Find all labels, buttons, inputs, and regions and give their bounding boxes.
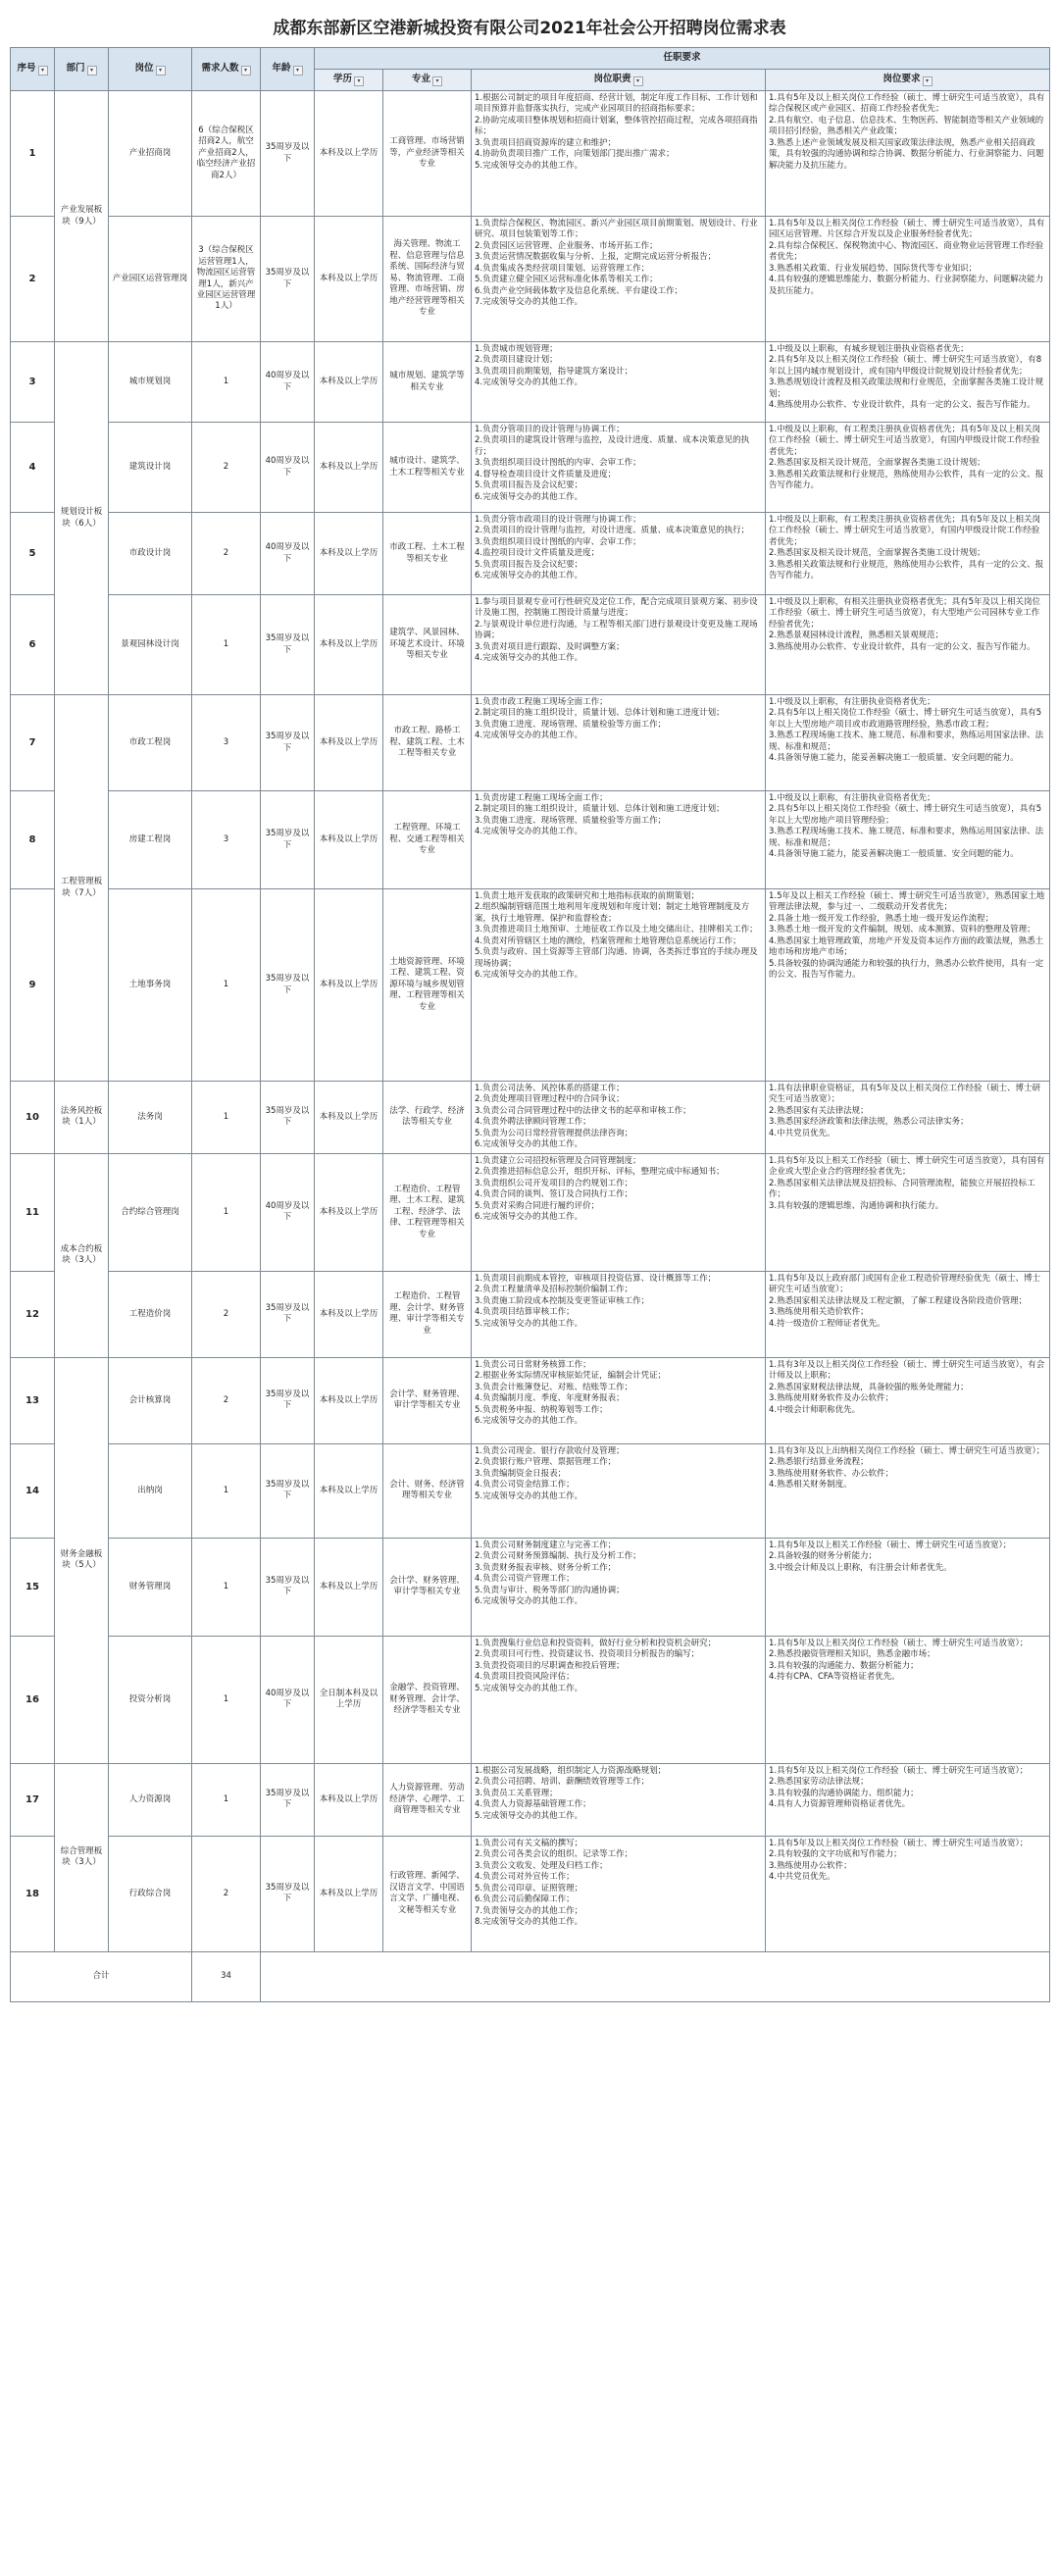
age-cell: 35周岁及以下 [261, 91, 315, 217]
dept-cell: 法务风控板块（1人） [55, 1082, 109, 1154]
major-cell: 人力资源管理、劳动经济学、心理学、工商管理等相关专业 [383, 1763, 472, 1836]
req-cell: 1.中级及以上职称，有注册执业资格者优先； 2.具有5年以上相关岗位工作经验（硕士、博士研究生可适当放宽），具有5年以上大型房地产项目或市政道路管理经验，熟悉市政工程； 3.熟悉工程现场施工技术、施工规范、标准和要求，熟练运用国家法律、法规、标准和规范； 4.具备领导施工能力，能妥善解决施工一般质量、安全问题的能力。 [766, 695, 1050, 791]
duty-cell: 1.负责公司有关文稿的撰写； 2.负责公司各类会议的组织、记录等工作； 3.负责公文收发、处理及归档工作； 4.负责公司对外宣传工作； 5.负责公司印章、证照管理； 6.负责公司后勤保障工作； 7.负责领导交办的其他工作； 8.完成领导交办的其他工作。 [472, 1836, 766, 1951]
edu-cell: 本科及以上学历 [315, 889, 383, 1082]
age-cell: 40周岁及以下 [261, 342, 315, 423]
major-cell: 工商管理、市场营销等，产业经济等相关专业 [383, 91, 472, 217]
table-row [11, 1763, 1050, 1836]
duty-cell: 1.参与项目景观专业可行性研究及定位工作，配合完成项目景观方案、初步设计及施工图，控制施工图设计质量与进度； 2.与景观设计单位进行沟通，与工程等相关部门进行景观设计变更及施工现场协调； 3.负责对项目进行跟踪、及时调整方案； 4.完成领导交办的其他工作。 [472, 595, 766, 695]
major-cell: 海关管理、物流工程、信息管理与信息系统、国际经济与贸易、物流管理、工商管理、市场营销、房地产经营管理等相关专业 [383, 217, 472, 342]
num-cell: 2 [192, 423, 261, 513]
major-cell: 市政工程、路桥工程、建筑工程、土木工程等相关专业 [383, 695, 472, 791]
header-age[interactable]: 年龄 ▾ [261, 48, 315, 91]
major-cell: 土地资源管理、环境工程、建筑工程、资源环境与城乡规划管理、工程管理等相关专业 [383, 889, 472, 1082]
post-cell: 土地事务岗 [109, 889, 192, 1082]
req-cell: 1.5年及以上相关工作经验（硕士、博士研究生可适当放宽），熟悉国家土地管理法律法规，参与过一、二级联动开发者优先； 2.具备土地一级开发工作经验，熟悉土地一级开发运作流程； 3.熟悉土地一级开发的文件编制，规划、成本测算、资料的整理及管理； 4.熟悉国家土地管理政策，房地产开发及资本运作方面的政策法规，熟悉土地市场和房地产市场； 5.具备较强的协调沟通能力和较强的执行力，熟悉办公软件使用，具有一定的公文、报告写作能力。 [766, 889, 1050, 1082]
filter-icon[interactable]: ▾ [241, 66, 251, 76]
duty-cell: 1.负责城市规划管理； 2.负责项目建设计划； 3.负责项目前期策划，指导建筑方案设计； 4.完成领导交办的其他工作。 [472, 342, 766, 423]
num-cell: 1 [192, 1636, 261, 1763]
dept-cell: 工程管理板块（7人） [55, 695, 109, 1082]
duty-cell: 1.负责项目前期成本管控，审核项目投资估算、设计概算等工作； 2.负责工程量清单及招标控制价编制工作； 3.负责施工阶段成本控制及变更签证审核工作； 4.负责项目结算审核工作； 5.完成领导交办的其他工作。 [472, 1271, 766, 1357]
num-cell: 1 [192, 1763, 261, 1836]
table-row [11, 889, 1050, 1082]
duty-cell: 1.负责市政工程施工现场全面工作； 2.制定项目的施工组织设计，质量计划、总体计划和施工进度计划； 3.负责施工进度、现场管理、质量检验等方面工作； 4.完成领导交办的其他工作。 [472, 695, 766, 791]
num-cell: 3 [192, 791, 261, 889]
req-cell: 1.具有3年及以上相关岗位工作经验（硕士、博士研究生可适当放宽），有会计师及以上职称； 2.熟悉国家财税法律法规，具备较强的账务处理能力； 3.熟练使用财务软件及办公软件； 4.中级会计师职称优先。 [766, 1357, 1050, 1443]
header-requirements: 任职要求 [315, 48, 1050, 70]
age-cell: 35周岁及以下 [261, 889, 315, 1082]
filter-icon[interactable]: ▾ [354, 76, 364, 86]
seq-cell: 4 [11, 423, 55, 513]
seq-cell: 13 [11, 1357, 55, 1443]
filter-icon[interactable]: ▾ [87, 66, 97, 76]
edu-cell: 本科及以上学历 [315, 342, 383, 423]
num-cell: 3 [192, 695, 261, 791]
seq-cell: 5 [11, 513, 55, 595]
table-row [11, 1538, 1050, 1636]
edu-cell: 本科及以上学历 [315, 91, 383, 217]
table-row [11, 1836, 1050, 1951]
duty-cell: 1.负责公司财务制度建立与完善工作； 2.负责公司财务预算编制、执行及分析工作； 3.负责财务报表审核、财务分析工作； 4.负责公司资产管理工作； 5.负责与审计、税务等部门的沟通协调； 6.完成领导交办的其他工作。 [472, 1538, 766, 1636]
header-seq[interactable]: 序号 ▾ [11, 48, 55, 91]
age-cell: 40周岁及以下 [261, 513, 315, 595]
header-dept[interactable]: 部门 ▾ [55, 48, 109, 91]
duty-cell: 1.根据公司发展战略，组织制定人力资源战略规划； 2.负责公司招聘、培训、薪酬绩效管理等工作； 3.负责员工关系管理； 4.负责人力资源基础管理工作； 5.完成领导交办的其他工作。 [472, 1763, 766, 1836]
seq-cell: 1 [11, 91, 55, 217]
edu-cell: 本科及以上学历 [315, 595, 383, 695]
req-cell: 1.中级及以上职称，有工程类注册执业资格者优先；具有5年及以上相关岗位工作经验（硕士、博士研究生可适当放宽），有国内甲级设计院工作经验者优先； 2.熟悉国家及相关设计规范，全面掌握各类施工设计规划； 3.熟悉相关政策法规和行业规范，熟练使用办公软件，具有一定的公文、报告写作能力。 [766, 513, 1050, 595]
major-cell: 城市规划、建筑学等相关专业 [383, 342, 472, 423]
major-cell: 工程管理、环境工程、交通工程等相关专业 [383, 791, 472, 889]
seq-cell: 15 [11, 1538, 55, 1636]
header-post[interactable]: 岗位 ▾ [109, 48, 192, 91]
edu-cell: 本科及以上学历 [315, 1082, 383, 1154]
table-row [11, 423, 1050, 513]
age-cell: 35周岁及以下 [261, 1836, 315, 1951]
table-row [11, 1271, 1050, 1357]
major-cell: 会计学、财务管理、审计学等相关专业 [383, 1357, 472, 1443]
seq-cell: 16 [11, 1636, 55, 1763]
filter-icon[interactable]: ▾ [633, 76, 643, 86]
table-row [11, 1636, 1050, 1763]
post-cell: 人力资源岗 [109, 1763, 192, 1836]
seq-cell: 17 [11, 1763, 55, 1836]
req-cell: 1.具有5年及以上相关工作经验（硕士、博士研究生可适当放宽），具有国有企业或大型企业合约管理经验者优先； 2.熟悉国家相关法律法规及招投标、合同管理流程，能独立开展招投标工作； 3.具有较强的逻辑思维、沟通协调和执行能力。 [766, 1153, 1050, 1271]
major-cell: 金融学、投资管理、财务管理、会计学、经济学等相关专业 [383, 1636, 472, 1763]
req-cell: 1.具有5年及以上相关工作经验（硕士、博士研究生可适当放宽）； 2.具备较强的财务分析能力； 3.中级会计师及以上职称，有注册会计师者优先。 [766, 1538, 1050, 1636]
req-cell: 1.中级及以上职称，有注册执业资格者优先； 2.具有5年以上相关岗位工作经验（硕士、博士研究生可适当放宽），具有5年以上大型房地产项目管理经验； 3.熟悉工程现场施工技术、施工规范、标准和要求，熟练运用国家法律、法规、标准和规范； 4.具备领导施工能力，能妥善解决施工一般质量、安全问题的能力。 [766, 791, 1050, 889]
seq-cell: 14 [11, 1443, 55, 1538]
table-row [11, 91, 1050, 217]
edu-cell: 本科及以上学历 [315, 1271, 383, 1357]
age-cell: 35周岁及以下 [261, 1082, 315, 1154]
post-cell: 行政综合岗 [109, 1836, 192, 1951]
total-empty [261, 1951, 1050, 2001]
dept-cell: 综合管理板块（3人） [55, 1763, 109, 1951]
post-cell: 房建工程岗 [109, 791, 192, 889]
post-cell: 法务岗 [109, 1082, 192, 1154]
post-cell: 合约综合管理岗 [109, 1153, 192, 1271]
edu-cell: 本科及以上学历 [315, 695, 383, 791]
num-cell: 2 [192, 1836, 261, 1951]
post-cell: 市政工程岗 [109, 695, 192, 791]
dept-cell: 财务金融板块（5人） [55, 1357, 109, 1763]
edu-cell: 本科及以上学历 [315, 513, 383, 595]
total-label: 合计 [11, 1951, 192, 2001]
num-cell: 1 [192, 1153, 261, 1271]
post-cell: 城市规划岗 [109, 342, 192, 423]
duty-cell: 1.负责公司法务、风控体系的搭建工作； 2.负责处理项目管理过程中的合同争议； 3.负责公司合同管理过程中的法律文书的起草和审核工作； 4.负责外聘法律顾问管理工作； 5.负责为公司日常经营管理提供法律咨询； 6.完成领导交办的其他工作。 [472, 1082, 766, 1154]
total-value: 34 [192, 1951, 261, 2001]
post-cell: 工程造价岗 [109, 1271, 192, 1357]
post-cell: 市政设计岗 [109, 513, 192, 595]
req-cell: 1.具有3年及以上出纳相关岗位工作经验（硕士、博士研究生可适当放宽）； 2.熟悉银行结算业务流程； 3.熟练使用财务软件、办公软件； 4.熟悉相关财务制度。 [766, 1443, 1050, 1538]
table-row [11, 1082, 1050, 1154]
table-row [11, 217, 1050, 342]
edu-cell: 本科及以上学历 [315, 1443, 383, 1538]
num-cell: 1 [192, 1082, 261, 1154]
num-cell: 2 [192, 1271, 261, 1357]
duty-cell: 1.负责公司现金、银行存款收付及管理； 2.负责银行账户管理、票据管理工作； 3.负责编制资金日报表； 4.负责公司资金结算工作； 5.完成领导交办的其他工作。 [472, 1443, 766, 1538]
post-cell: 建筑设计岗 [109, 423, 192, 513]
edu-cell: 本科及以上学历 [315, 217, 383, 342]
req-cell: 1.具有5年及以上相关岗位工作经验（硕士、博士研究生可适当放宽）； 2.熟悉投融资管理相关知识，熟悉金融市场； 3.具有较强的沟通能力、数据分析能力； 4.持有CPA、CFA等资格证者优先。 [766, 1636, 1050, 1763]
major-cell: 会计学、财务管理、审计学等相关专业 [383, 1538, 472, 1636]
seq-cell: 9 [11, 889, 55, 1082]
age-cell: 35周岁及以下 [261, 217, 315, 342]
post-cell: 财务管理岗 [109, 1538, 192, 1636]
req-cell: 1.中级及以上职称，有相关注册执业资格者优先；具有5年及以上相关岗位工作经验（硕士、博士研究生可适当放宽），有大型地产公司园林专业工作经验者优先； 2.熟悉景观园林设计流程，熟悉相关景观规范； 3.熟练使用办公软件、专业设计软件，具有一定的公文、报告写作能力。 [766, 595, 1050, 695]
filter-icon[interactable]: ▾ [923, 76, 933, 86]
age-cell: 35周岁及以下 [261, 1271, 315, 1357]
req-cell: 1.具有法律职业资格证，具有5年及以上相关岗位工作经验（硕士、博士研究生可适当放宽）； 2.熟悉国家有关法律法规； 3.熟悉国家经济政策和法律法规，熟悉公司法律实务； 4.中共党员优先。 [766, 1082, 1050, 1154]
seq-cell: 11 [11, 1153, 55, 1271]
table-row [11, 1443, 1050, 1538]
age-cell: 35周岁及以下 [261, 791, 315, 889]
post-cell: 产业招商岗 [109, 91, 192, 217]
req-cell: 1.具有5年及以上相关岗位工作经验（硕士、博士研究生可适当放宽），具有园区运营管理、片区综合开发以及企业服务经验者优先； 2.具有综合保税区、保税物流中心、物流园区、商业物业运营管理工作经验者优先； 3.熟悉相关政策、行业发展趋势、国际货代等专业知识； 4.具有较强的逻辑思维能力、数据分析能力、行业洞察能力、问题解决能力及抗压能力。 [766, 217, 1050, 342]
dept-cell: 成本合约板块（3人） [55, 1153, 109, 1357]
seq-cell: 7 [11, 695, 55, 791]
edu-cell: 本科及以上学历 [315, 423, 383, 513]
table-row [11, 1357, 1050, 1443]
req-cell: 1.中级及以上职称，有工程类注册执业资格者优先；具有5年及以上相关岗位工作经验（硕士、博士研究生可适当放宽），有国内甲级设计院工作经验者优先； 2.熟悉国家及相关设计规范，全面掌握各类施工设计规划； 3.熟悉相关政策法规和行业规范，熟练使用办公软件，具有一定的公文、报告写作能力。 [766, 423, 1050, 513]
age-cell: 40周岁及以下 [261, 1636, 315, 1763]
edu-cell: 本科及以上学历 [315, 1538, 383, 1636]
filter-icon[interactable]: ▾ [38, 66, 48, 76]
seq-cell: 6 [11, 595, 55, 695]
major-cell: 建筑学、风景园林、环境艺术设计、环境等相关专业 [383, 595, 472, 695]
duty-cell: 1.负责分管市政项目的设计管理与协调工作； 2.负责项目的设计管理与监控，对设计进度、质量、成本决策意见的执行； 3.负责组织项目设计图纸的内审、会审工作； 4.监控项目设计文件质量及进度； 5.负责项目报告及会议纪要； 6.完成领导交办的其他工作。 [472, 513, 766, 595]
seq-cell: 10 [11, 1082, 55, 1154]
major-cell: 会计、财务、经济管理等相关专业 [383, 1443, 472, 1538]
edu-cell: 本科及以上学历 [315, 1153, 383, 1271]
table-row [11, 791, 1050, 889]
major-cell: 城市设计、建筑学、土木工程等相关专业 [383, 423, 472, 513]
dept-cell: 规划设计板块（6人） [55, 342, 109, 695]
duty-cell: 1.负责搜集行业信息和投资资料，做好行业分析和投资机会研究； 2.负责项目可行性、投资建议书、投资项目分析报告的编写； 3.负责投资项目的尽职调查和投后管理； 4.负责项目投资风险评估； 5.完成领导交办的其他工作。 [472, 1636, 766, 1763]
filter-icon[interactable]: ▾ [432, 76, 442, 86]
seq-cell: 18 [11, 1836, 55, 1951]
filter-icon[interactable]: ▾ [293, 66, 303, 76]
age-cell: 35周岁及以下 [261, 595, 315, 695]
table-row [11, 1153, 1050, 1271]
duty-cell: 1.负责分管项目的设计管理与协调工作； 2.负责项目的建筑设计管理与监控，及设计进度、质量、成本决策意见的执行； 3.负责组织项目设计图纸的内审、会审工作； 4.督导检查项目设计文件质量及进度； 5.负责项目报告及会议纪要； 6.完成领导交办的其他工作。 [472, 423, 766, 513]
post-cell: 产业园区运营管理岗 [109, 217, 192, 342]
header-num[interactable]: 需求人数 ▾ [192, 48, 261, 91]
filter-icon[interactable]: ▾ [156, 66, 166, 76]
table-row [11, 342, 1050, 423]
major-cell: 行政管理、新闻学、汉语言文学、中国语言文学、广播电视、文秘等相关专业 [383, 1836, 472, 1951]
req-cell: 1.具有5年及以上相关岗位工作经验（硕士、博士研究生可适当放宽）； 2.具有较强的文字功底和写作能力； 3.熟练使用办公软件； 4.中共党员优先。 [766, 1836, 1050, 1951]
duty-cell: 1.根据公司制定的项目年度招商、经营计划，制定年度工作目标、工作计划和项目预算并监督落实执行，完成产业园项目的招商指标要求； 2.协助完成项目整体规划和招商计划案，整体管控招商过程，完成各项招商指标； 3.负责项目招商资源库的建立和维护； 4.协助负责项目推广工作，向策划部门提出推广需求； 5.完成领导交办的其他工作。 [472, 91, 766, 217]
age-cell: 40周岁及以下 [261, 423, 315, 513]
req-cell: 1.具有5年及以上政府部门或国有企业工程造价管理经验优先（硕士、博士研究生可适当放宽）； 2.熟悉国家相关法律法规及工程定额，了解工程建设各阶段造价管理； 3.熟练使用相关造价软件； 4.持一级造价工程师证者优先。 [766, 1271, 1050, 1357]
post-cell: 出纳岗 [109, 1443, 192, 1538]
num-cell: 3（综合保税区运营管理1人，物流园区运营管理1人，新兴产业园区运营管理1人） [192, 217, 261, 342]
post-cell: 投资分析岗 [109, 1636, 192, 1763]
duty-cell: 1.负责公司日常财务核算工作； 2.根据业务实际情况审核原始凭证，编制会计凭证； 3.负责会计账簿登记、对账、结账等工作； 4.负责编制月度、季度、年度财务报表； 5.负责税务申报、纳税筹划等工作； 6.完成领导交办的其他工作。 [472, 1357, 766, 1443]
req-cell: 1.具有5年及以上相关岗位工作经验（硕士、博士研究生可适当放宽），具有综合保税区或产业园区、招商工作经验者优先； 2.具有航空、电子信息、信息技术、生物医药、智能制造等相关产业领域的项目招引经验，熟悉相关产业政策； 3.熟悉上述产业领域发展及相关国家政策法律法规，熟悉产业相关招商政策，具有较强的沟通协调和综合协调、数据分析能力、行业洞察能力、问题解决能力及抗压能力。 [766, 91, 1050, 217]
num-cell: 1 [192, 1443, 261, 1538]
num-cell: 6（综合保税区招商2人，航空产业招商2人，临空经济产业招商2人） [192, 91, 261, 217]
seq-cell: 3 [11, 342, 55, 423]
table-body [11, 91, 1050, 1952]
post-cell: 景观园林设计岗 [109, 595, 192, 695]
edu-cell: 本科及以上学历 [315, 791, 383, 889]
seq-cell: 2 [11, 217, 55, 342]
page-title: 成都东部新区空港新城投资有限公司2021年社会公开招聘岗位需求表 [273, 19, 786, 38]
header-req[interactable]: 岗位要求 ▾ [766, 70, 1050, 91]
major-cell: 市政工程、土木工程等相关专业 [383, 513, 472, 595]
age-cell: 35周岁及以下 [261, 1357, 315, 1443]
seq-cell: 8 [11, 791, 55, 889]
dept-cell: 产业发展板块（9人） [55, 91, 109, 342]
duty-cell: 1.负责土地开发获取的政策研究和土地指标获取的前期策划； 2.组织编制管辖范围土地利用年度规划和年度计划；制定土地管理制度及方案，执行土地管理、保护和监督检查； 3.负责推进项目土地预审、土地征收工作以及土地交储出让、挂牌相关工作； 4.负责对所管辖区土地的测绘，档案管理和土地管理信息系统运行工作； 5.负责与政府、国土资源等主管部门沟通、协调，各类拆迁事宜的手续办理及现场协调； 6.完成领导交办的其他工作。 [472, 889, 766, 1082]
header-major[interactable]: 专业 ▾ [383, 70, 472, 91]
age-cell: 35周岁及以下 [261, 1443, 315, 1538]
table-row [11, 695, 1050, 791]
header-edu[interactable]: 学历 ▾ [315, 70, 383, 91]
duty-cell: 1.负责房建工程施工现场全面工作； 2.制定项目的施工组织设计，质量计划、总体计划和施工进度计划； 3.负责施工进度、现场管理、质量检验等方面工作； 4.完成领导交办的其他工作。 [472, 791, 766, 889]
table-row [11, 513, 1050, 595]
edu-cell: 本科及以上学历 [315, 1836, 383, 1951]
num-cell: 1 [192, 342, 261, 423]
edu-cell: 本科及以上学历 [315, 1763, 383, 1836]
table-row [11, 595, 1050, 695]
edu-cell: 全日制本科及以上学历 [315, 1636, 383, 1763]
recruitment-table [10, 47, 1050, 2002]
duty-cell: 1.负责综合保税区、物流园区、新兴产业园区项目前期策划、规划设计、行业研究、项目包装策划等工作； 2.负责园区运营管理、企业服务、市场开拓工作； 3.负责运营情况数据收集与分析、上报，定期完成运营分析报告； 4.负责集成各类经营项目策划、运营管理工作； 5.负责建立健全园区运营标准化体系等相关工作； 6.负责产业空间载体数字及信息化系统、平台建设工作； 7.完成领导交办的其他工作。 [472, 217, 766, 342]
num-cell: 1 [192, 595, 261, 695]
header-duty[interactable]: 岗位职责 ▾ [472, 70, 766, 91]
age-cell: 35周岁及以下 [261, 1538, 315, 1636]
age-cell: 35周岁及以下 [261, 1763, 315, 1836]
req-cell: 1.具有5年及以上相关岗位工作经验（硕士、博士研究生可适当放宽）； 2.熟悉国家劳动法律法规； 3.具有较强的沟通协调能力、组织能力； 4.具有人力资源管理师资格证者优先。 [766, 1763, 1050, 1836]
duty-cell: 1.负责建立公司招投标管理及合同管理制度； 2.负责推进招标信息公开，组织开标、评标，整理完成中标通知书； 3.负责组织公司开发项目的合约规划工作； 4.负责合同的谈判、签订及合同执行工作； 5.负责对采购合同进行履约评价； 6.完成领导交办的其他工作。 [472, 1153, 766, 1271]
num-cell: 2 [192, 513, 261, 595]
age-cell: 35周岁及以下 [261, 695, 315, 791]
num-cell: 1 [192, 1538, 261, 1636]
req-cell: 1.中级及以上职称，有城乡规划注册执业资格者优先； 2.具有5年及以上相关岗位工作经验（硕士、博士研究生可适当放宽），有8年以上国内城市规划设计，或有国内甲级设计院规划设计经验者优先； 3.熟悉规划设计流程及相关政策法规和行业规范，全面掌握各类施工设计规划； 4.熟练使用办公软件、专业设计软件，具有一定的公文、报告写作能力。 [766, 342, 1050, 423]
major-cell: 工程造价、工程管理、会计学、财务管理、审计学等相关专业 [383, 1271, 472, 1357]
num-cell: 2 [192, 1357, 261, 1443]
seq-cell: 12 [11, 1271, 55, 1357]
post-cell: 会计核算岗 [109, 1357, 192, 1443]
edu-cell: 本科及以上学历 [315, 1357, 383, 1443]
major-cell: 工程造价、工程管理、土木工程、建筑工程、经济学、法律、工程管理等相关专业 [383, 1153, 472, 1271]
num-cell: 1 [192, 889, 261, 1082]
age-cell: 40周岁及以下 [261, 1153, 315, 1271]
major-cell: 法学、行政学、经济法等相关专业 [383, 1082, 472, 1154]
